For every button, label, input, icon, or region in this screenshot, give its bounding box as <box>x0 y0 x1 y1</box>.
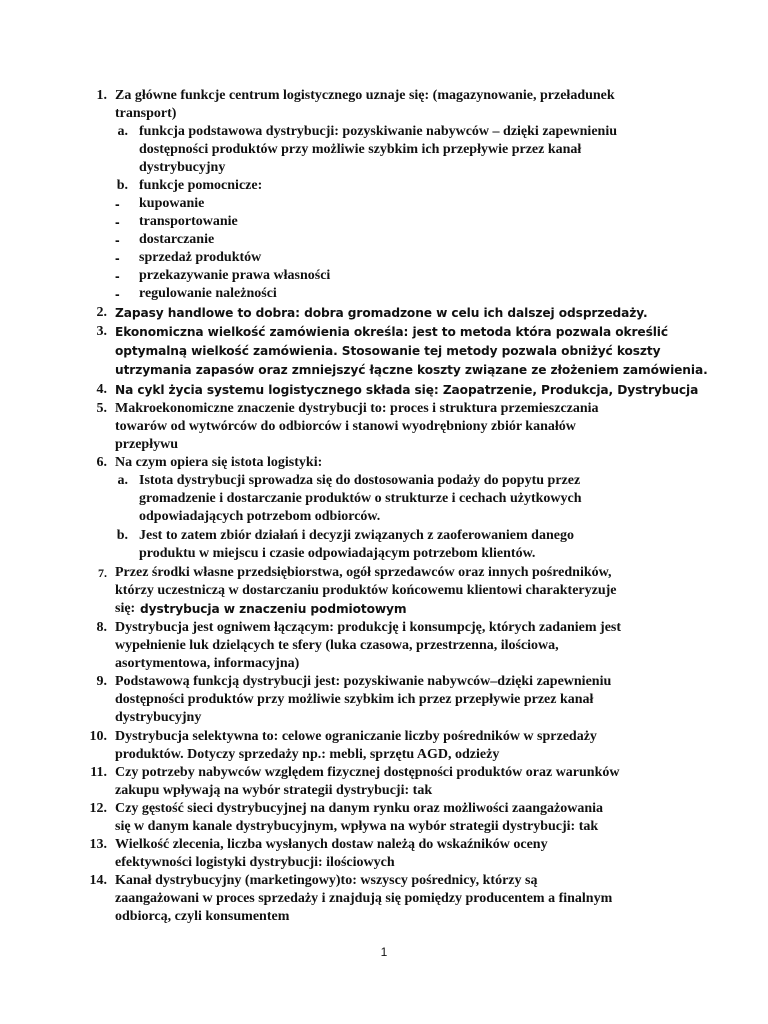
item-text-line: regulowanie należności <box>139 286 277 301</box>
page-number: 1 <box>380 945 388 959</box>
item-text-line: optymalną wielkość zamówienia. Stosowanie tej metody pozwala obniżyć koszty <box>115 344 661 358</box>
item-number: 10. <box>89 729 107 744</box>
item-text-line: Wielkość zlecenia, liczba wysłanych dostaw należą do wskaźników oceny <box>115 837 548 852</box>
item-text-line: sprzedaż produktów <box>139 250 262 265</box>
item-number: 11. <box>90 765 107 780</box>
item-number: 8. <box>96 620 107 635</box>
item-text-line: dystrybucyjny <box>115 710 202 725</box>
item-number: 13. <box>89 837 107 852</box>
item-text-line: dostępności produktów przy możliwie szybkim ich przepływie przez kanał <box>139 142 582 157</box>
item-text-line: Czy potrzeby nabywców względem fizycznej dostępności produktów oraz warunków <box>115 765 620 780</box>
item-text-line: Jest to zatem zbiór działań i decyzji związanych z zaoferowaniem danego <box>139 528 574 543</box>
item-text-line: dostępności produktów przy możliwie szybkim ich przez przepływie przez kanał <box>115 692 594 707</box>
item-text-line: funkcja podstawowa dystrybucji: pozyskiwanie nabywców – dzięki zapewnieniu <box>139 124 617 139</box>
item-text-line: wypełnienie luk dzielących te sfery (luka czasowa, przestrzenna, ilościowa, <box>115 638 559 653</box>
item-text-line: się: <box>115 601 136 616</box>
item-number: 14. <box>89 873 107 888</box>
subitem-letter: a. <box>117 473 128 488</box>
item-text-line: przepływu <box>115 437 178 452</box>
dash-bullet: - <box>115 232 120 248</box>
item-text-line: efektywności logistyki dystrybucji: ilościowych <box>115 855 395 870</box>
item-text-line: dystrybucyjny <box>139 160 226 175</box>
item-text-line: zaangażowani w proces sprzedaży i znajdują się pomiędzy producentem a finalnym <box>115 891 613 906</box>
item-number: 12. <box>89 801 107 816</box>
item-number: 1. <box>96 88 107 103</box>
item-text-line: towarów od wytwórców do odbiorców i stanowi wyodrębniony zbiór kanałów <box>115 419 576 434</box>
item-text-line: gromadzenie i dostarczanie produktów o strukturze i cechach użytkowych <box>139 491 582 506</box>
item-number: 2. <box>96 305 107 320</box>
item-number: 5. <box>96 401 107 416</box>
subitem-letter: b. <box>116 178 128 193</box>
item-text-line: Podstawową funkcją dystrybucji jest: pozyskiwanie nabywców–dzięki zapewnieniu <box>115 674 612 689</box>
item-text-line: Ekonomiczna wielkość zamówienia określa: jest to metoda która pozwala określić <box>115 325 669 339</box>
item-text-line: Zapasy handlowe to dobra: dobra gromadzone w celu ich dalszej odsprzedaży. <box>115 306 648 320</box>
item-number: 4. <box>96 382 107 397</box>
subitem-letter: b. <box>116 528 128 543</box>
item-text-line: Czy gęstość sieci dystrybucyjnej na danym rynku oraz możliwości zaangażowania <box>115 801 604 816</box>
dash-bullet: - <box>115 268 120 284</box>
item-text-line: produktów. Dotyczy sprzedaży np.: mebli, sprzętu AGD, odzieży <box>115 747 500 762</box>
item-text-line: Na czym opiera się istota logistyki: <box>115 455 323 470</box>
item-text-line: odpowiadających potrzebom odbiorców. <box>139 509 381 524</box>
dash-bullet: - <box>115 196 120 212</box>
item-text-line: się w danym kanale dystrybucyjnym, wpływa na wybór strategii dystrybucji: tak <box>115 819 599 834</box>
item-text-line: dostarczanie <box>139 232 215 247</box>
item-text-line: kupowanie <box>139 196 205 211</box>
item-text-line: produktu w miejscu i czasie odpowiadającym potrzebom klientów. <box>139 546 536 561</box>
item-number: 3. <box>96 324 107 339</box>
item-text-line: którzy uczestniczą w dostarczaniu produktów końcowemu klientowi charakteryzuje <box>115 583 617 598</box>
item-text-line: zakupu wpływają na wybór strategii dystrybucji: tak <box>115 783 433 798</box>
item-text-line: dystrybucja w znaczeniu podmiotowym <box>140 602 407 616</box>
item-text-line: Kanał dystrybucyjny (marketingowy)to: wszyscy pośrednicy, którzy są <box>115 873 538 888</box>
item-text-line: przekazywanie prawa własności <box>139 268 331 283</box>
item-number: 9. <box>96 674 107 689</box>
subitem-letter: a. <box>117 124 128 139</box>
item-number: 7. <box>98 566 107 580</box>
item-text-line: transport) <box>115 106 177 121</box>
item-text-line: odbiorcą, czyli konsumentem <box>115 909 290 924</box>
dash-bullet: - <box>115 250 120 266</box>
dash-bullet: - <box>115 286 120 302</box>
item-text-line: Przez środki własne przedsiębiorstwa, ogół sprzedawców oraz innych pośredników, <box>115 565 612 580</box>
item-text-line: utrzymania zapasów oraz zmniejszyć łączne koszty związane ze złożeniem zamówienia. <box>115 363 708 377</box>
dash-bullet: - <box>115 214 120 230</box>
item-text-line: transportowanie <box>139 214 238 229</box>
item-text-line: Istota dystrybucji sprowadza się do dostosowania podaży do popytu przez <box>139 473 581 488</box>
item-text-line: Za główne funkcje centrum logistycznego uznaje się: (magazynowanie, przeładunek <box>115 88 615 103</box>
item-text-line: Makroekonomiczne znaczenie dystrybucji to: proces i struktura przemieszczania <box>115 401 599 416</box>
item-number: 6. <box>96 455 107 470</box>
item-text-line: Dystrybucja jest ogniwem łączącym: produkcję i konsumpcję, których zadaniem jest <box>115 620 622 635</box>
item-text-line: funkcje pomocnicze: <box>139 178 263 193</box>
item-text-line: asortymentowa, informacyjna) <box>115 656 300 671</box>
item-text-line: Na cykl życia systemu logistycznego składa się: Zaopatrzenie, Produkcja, Dystrybucja <box>115 383 699 397</box>
item-text-line: Dystrybucja selektywna to: celowe ograniczanie liczby pośredników w sprzedaży <box>115 729 597 744</box>
